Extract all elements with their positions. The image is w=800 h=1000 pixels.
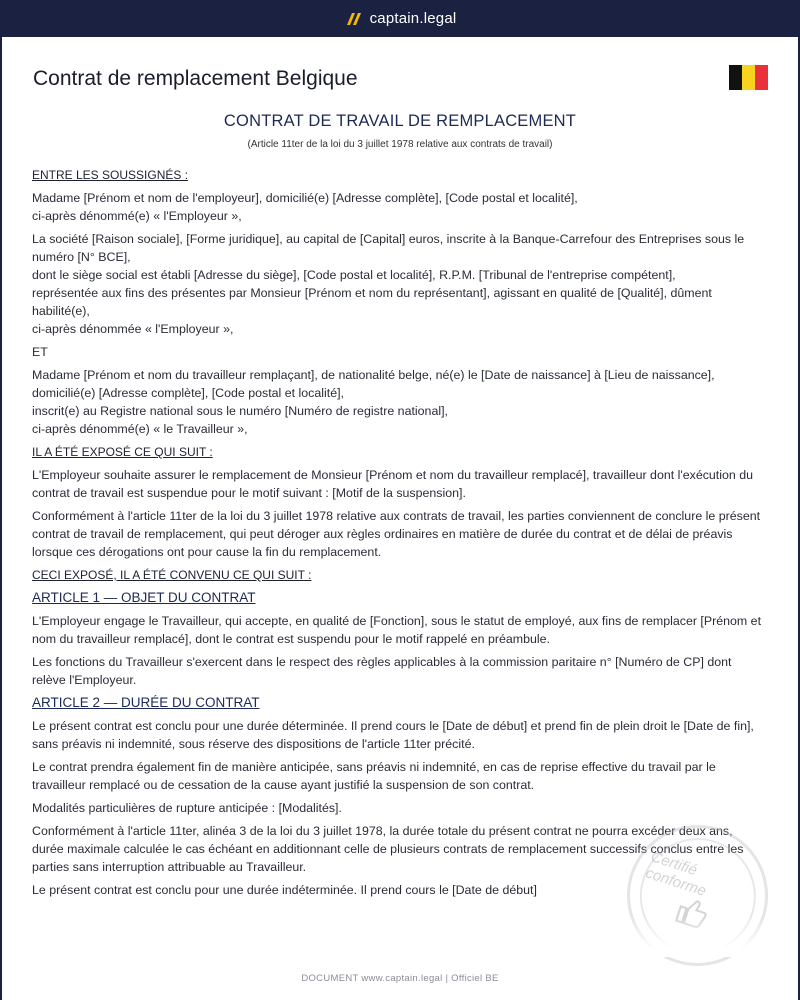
paragraph: Les fonctions du Travailleur s'exercent dans le respect des règles applicables à la commission paritaire n° [Numéro de CP] dont relève l'Employeur. (32, 655, 732, 687)
contract-title: CONTRAT DE TRAVAIL DE REMPLACEMENT (223, 112, 577, 130)
paragraph-text: La société [Raison sociale], [Forme juridique], au capital de [Capital] euros, inscrite à la Banque-Carrefour des Entreprises sous le numéro [N° BCE], (32, 232, 745, 264)
section-heading-convenu: CECI EXPOSÉ, IL A ÉTÉ CONVENU CE QUI SUIT : (32, 568, 312, 582)
stamp-text: Certifié conforme (643, 847, 709, 900)
article-1-title: ARTICLE 1 — OBJET DU CONTRAT (32, 590, 256, 605)
paragraph-text: ci-après dénommée « l'Employeur », (32, 322, 234, 336)
paragraph: Le présent contrat est conclu pour une durée indéterminée. Il prend cours le [Date de début] (32, 883, 537, 897)
top-bar (0, 0, 800, 37)
contract-subtitle: (Article 11ter de la loi du 3 juillet 1978 relative aux contrats de travail) (247, 139, 553, 150)
section-heading-parties: ENTRE LES SOUSSIGNÉS : (32, 168, 189, 182)
belgium-flag-icon (729, 65, 768, 90)
paragraph-text: Madame [Prénom et nom de l'employeur], domicilié(e) [Adresse complète], [Code postal et localité], (32, 191, 578, 205)
paragraph: Conformément à l'article 11ter, alinéa 3 de la loi du 3 juillet 1978, la durée totale du présent contrat ne pourra excéder deux ans, durée maximale calculée le cas échéant en additionnant celle de plusieurs contrats de remplacement successifs conclus entre les parties sans interruption attribuable au Travailleur. (32, 824, 744, 874)
paragraph: Le présent contrat est conclu pour une durée déterminée. Il prend cours le [Date de début] et prend fin de plein droit le [Date de fin], sans préavis ni indemnité, sous réserve des dispositions de l'article 11ter précité. (32, 719, 754, 751)
brand-name: captain.legal (369, 10, 457, 27)
article-2-title: ARTICLE 2 — DURÉE DU CONTRAT (32, 695, 260, 710)
paragraph: Conformément à l'article 11ter de la loi du 3 juillet 1978 relative aux contrats de travail, les parties conviennent de conclure le présent contrat de travail de remplacement, qui peut déroger aux règles ordinaires en matière de durée du contrat et de délai de préavis lorsque ces dérogations ont pour cause la fin du remplacement. (32, 509, 761, 559)
paragraph-text: ci-après dénommé(e) « l'Employeur », (32, 209, 242, 223)
paragraph-text: Madame [Prénom et nom du travailleur remplaçant], de nationalité belge, né(e) le [Date de naissance] à [Lieu de naissance], (32, 368, 715, 382)
document-footer: DOCUMENT www.captain.legal | Officiel BE (301, 973, 499, 984)
and-separator: ET (32, 345, 48, 359)
paragraph-text: dont le siège social est établi [Adresse du siège], [Code postal et localité], R.P.M. [Tribunal de l'entreprise compétent], (32, 268, 676, 282)
content-fade (2, 917, 798, 957)
document-page (2, 37, 798, 1000)
page-title: Contrat de remplacement Belgique (33, 67, 358, 90)
paragraph-text: inscrit(e) au Registre national sous le numéro [Numéro de registre national], (32, 404, 448, 418)
paragraph: Le contrat prendra également fin de manière anticipée, sans préavis ni indemnité, en cas de reprise effective du travail par le travailleur remplacé ou de cessation de la cause ayant justifié la suspension de son contrat. (32, 760, 716, 792)
paragraph: L'Employeur engage le Travailleur, qui accepte, en qualité de [Fonction], sous le statut de employé, aux fins de remplacer [Prénom et nom du travailleur remplacé], dont le contrat est suspendu pour le motif rappelé en préambule. (32, 614, 762, 646)
brand[interactable] (344, 10, 457, 27)
party-worker (32, 366, 762, 438)
logo-slashes-icon (344, 12, 362, 26)
party-employer-person (32, 189, 762, 225)
party-employer-company (32, 230, 762, 338)
paragraph: Modalités particulières de rupture anticipée : [Modalités]. (32, 801, 342, 815)
paragraph-text: représentée aux fins des présentes par Monsieur [Prénom et nom du représentant], agissant en qualité de [Qualité], dûment habilité(e), (32, 286, 712, 318)
paragraph-text: domicilié(e) [Adresse complète], [Code postal et localité], (32, 386, 344, 400)
contract-body (32, 166, 762, 904)
paragraph: L'Employeur souhaite assurer le remplacement de Monsieur [Prénom et nom du travailleur remplacé], travailleur dont l'exécution du contrat de travail est suspendue pour le motif suivant : [Motif de la suspension]. (32, 468, 753, 500)
section-heading-expose: IL A ÉTÉ EXPOSÉ CE QUI SUIT : (32, 445, 213, 459)
paragraph-text: ci-après dénommé(e) « le Travailleur », (32, 422, 248, 436)
